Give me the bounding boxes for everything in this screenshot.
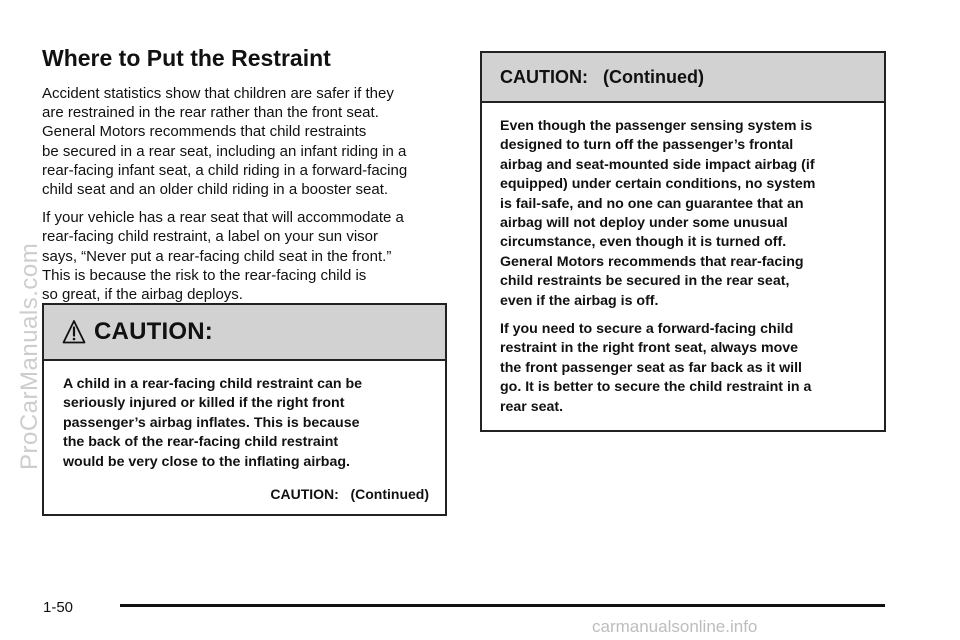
caution-continued-note: CAUTION: (Continued): [270, 486, 429, 503]
caution-continued-heading: CAUTION: (Continued): [500, 66, 704, 87]
caution-header: [44, 305, 445, 361]
caution-body: A child in a rear-facing child restraint can be seriously injured or killed if the right front passenger’s airbag inflates. This is because the back of the rear-facing child restraint would be very close to the inflating airbag.: [63, 376, 363, 470]
intro-paragraph: Accident statistics show that children are safer if they are restrained in the rear rather than the front seat. General Motors recommends that child restraints be secured in a rear seat, including an infant riding in a rear-facing infant seat, a child riding in a forward-facing child seat and an older child riding in a booster seat.: [42, 85, 408, 199]
caution-heading: CAUTION:: [94, 318, 213, 345]
caution-continued-box: [480, 51, 886, 432]
caution-box: [42, 303, 447, 516]
warning-triangle-icon: [62, 319, 86, 345]
forward-facing-paragraph: If you need to secure a forward-facing child restraint in the right front seat, always move the front passenger seat as far back as it will go. It is better to secure the child restraint in a rear seat.: [500, 321, 812, 415]
passenger-sensing-paragraph: Even though the passenger sensing system is designed to turn off the passenger’s frontal airbag and seat-mounted side impact airbag (if equipped) under certain conditions, no system is fail-safe, and no one can guarantee that an airbag will not deploy under some unusual circumstance, even though it is turned off. General Motors recommends that rear-facing child restraints be secured in the rear seat, even if the airbag is off.: [500, 118, 816, 309]
caution-continued-header: [482, 53, 884, 103]
section-title: Where to Put the Restraint: [42, 45, 331, 71]
footer-watermark: carmanualsonline.info: [592, 617, 758, 636]
left-column: [42, 44, 450, 304]
footer-rule: [120, 604, 885, 607]
page-number: 1-50: [43, 599, 74, 616]
vertical-watermark: ProCarManuals.com: [16, 242, 43, 470]
rear-seat-paragraph: If your vehicle has a rear seat that will accommodate a rear-facing child restraint, a label on your sun visor says, “Never put a rear-facing child seat in the front.” This is because the risk to the rear-facing child is so great, if the airbag deploys.: [42, 209, 404, 304]
